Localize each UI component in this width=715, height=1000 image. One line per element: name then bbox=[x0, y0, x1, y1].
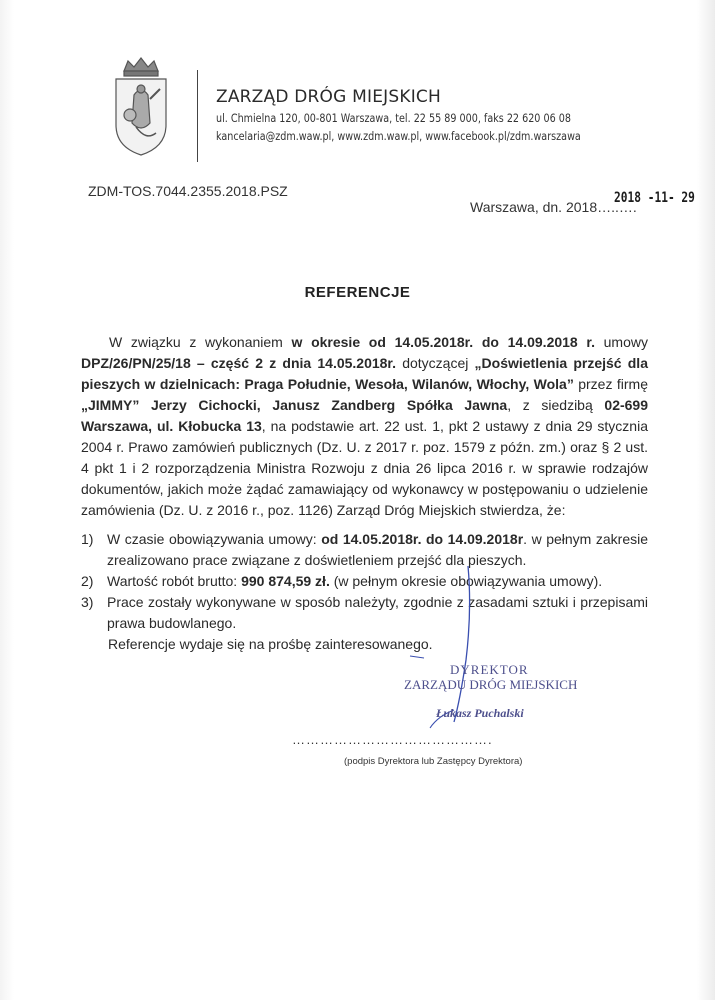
address-line: ul. Chmielna 120, 00-801 Warszawa, tel. 22 55 89 000, faks 22 620 06 08 bbox=[216, 112, 571, 125]
body-paragraph: W związku z wykonaniem w okresie od 14.05.2018r. do 14.09.2018 r. umowy DPZ/26/PN/25/18 – część 2 z dnia 14.05.2018r. dotyczącej „Doświetlenia przejść dla pieszych w dzielnicach: Praga Południe, Wesoła, Wilanów, Włochy, Wola” przez firmę „JIMMY” Jerzy Cichocki, Janusz Zandberg Spółka Jawna, z siedzibą 02-699 Warszawa, ul. Kłobucka 13, na podstawie art. 22 ust. 1, pkt 2 ustawy z dnia 29 stycznia 2004 r. Prawo zamówień publicznych (Dz. U. z 2017 r. poz. 1579 z późn. zm.) oraz § 2 ust. 4 pkt 1 i 2 rozporządzenia Ministra Rozwoju z dnia 26 lipca 2016 r. w sprawie rodzajów dokumentów, jakich może żądać zamawiający od wykonawcy w postępowaniu o udzielenie zamówienia (Dz. U. z 2016 r., poz. 1126) Zarząd Dróg Miejskich stwierdza, że: bbox=[81, 334, 648, 518]
place-date: Warszawa, dn. 2018…..…. bbox=[470, 199, 637, 215]
stamp-title: DYREKTOR bbox=[450, 662, 529, 677]
document-title: REFERENCJE bbox=[304, 284, 411, 301]
stamped-date: 2018 -11- 29 bbox=[614, 190, 695, 206]
reference-number: ZDM-TOS.7044.2355.2018.PSZ bbox=[88, 183, 288, 199]
stamp-organization: ZARZĄDU DRÓG MIEJSKICH bbox=[404, 677, 578, 692]
contact-line: kancelaria@zdm.waw.pl, www.zdm.waw.pl, www.facebook.pl/zdm.warszawa bbox=[216, 130, 581, 143]
header-divider bbox=[197, 70, 198, 162]
closing-sentence: Referencje wydaje się na prośbę zainteresowanego. bbox=[108, 636, 433, 652]
list-item: 2) Wartość robót brutto: 990 874,59 zł. (w pełnym okresie obowiązywania umowy). bbox=[81, 573, 603, 589]
organization-name: ZARZĄD DRÓG MIEJSKICH bbox=[216, 87, 441, 107]
signature-line: ……………………………………. bbox=[292, 732, 493, 747]
list-item: 1) W czasie obowiązywania umowy: od 14.05.2018r. do 14.09.2018r. w pełnym zakresie zrealizowano prace związane z doświetleniem przejść dla pieszych. bbox=[81, 531, 649, 568]
list-item: 3) Prace zostały wykonywane w sposób należyty, zgodnie z zasadami sztuki i przepisami prawa budowlanego. bbox=[81, 594, 648, 631]
warsaw-coat-of-arms-icon bbox=[110, 55, 172, 157]
findings-list bbox=[81, 529, 648, 634]
handwritten-signature-icon bbox=[380, 560, 500, 730]
signature-caption: (podpis Dyrektora lub Zastępcy Dyrektora) bbox=[344, 756, 523, 767]
stamp-name: Łukasz Puchalski bbox=[436, 706, 524, 720]
